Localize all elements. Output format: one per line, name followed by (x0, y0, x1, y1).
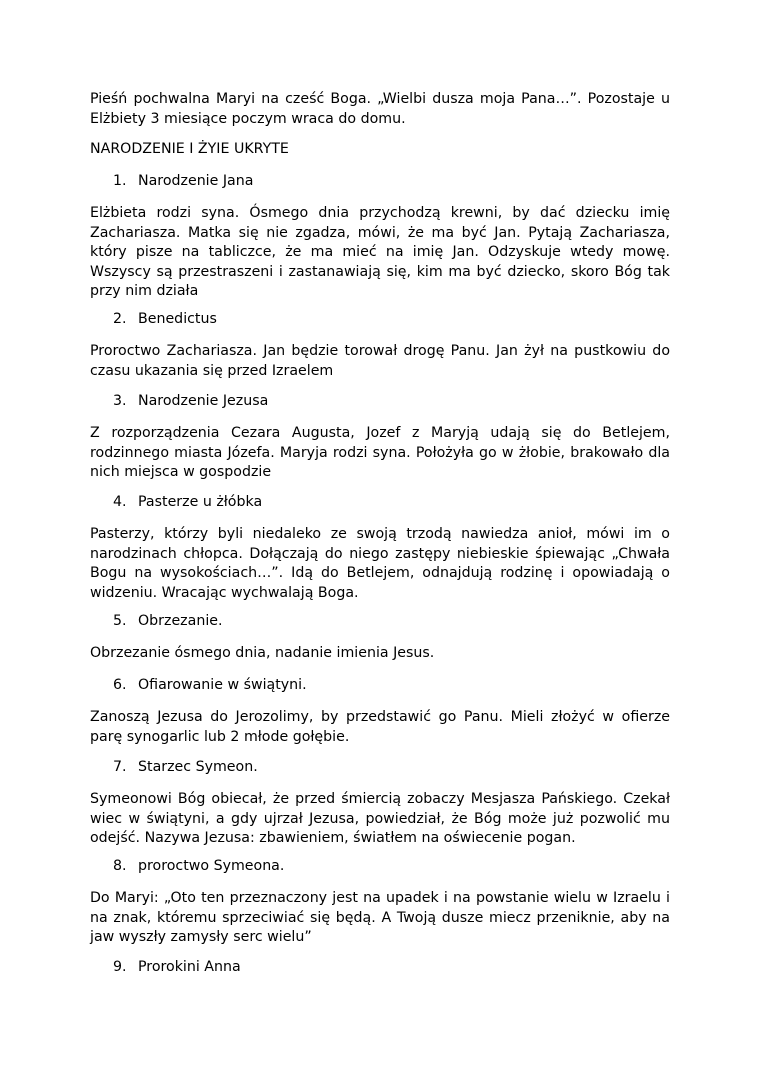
list-title: Ofiarowanie w świątyni. (138, 677, 307, 693)
list-item-heading (113, 958, 241, 978)
list-number: 6. (113, 677, 127, 693)
list-number: 8. (113, 858, 127, 874)
list-number: 5. (113, 613, 127, 629)
list-item-body: Symeonowi Bóg obiecał, że przed śmiercią zobaczy Mesjasza Pańskiego. Czekał wiec w świątyni, a gdy ujrzał Jezusa, powiedział, że Bóg może już pozwolić mu odejść. Nazywa Jezusa: zbawieniem, światłem na oświecenie pogan. (90, 791, 670, 846)
list-item-heading (113, 392, 268, 412)
list-item-body: Proroctwo Zachariasza. Jan będzie torował drogę Panu. Jan żył na pustkowiu do czasu ukazania się przed Izraelem (90, 343, 670, 379)
list-number: 7. (113, 759, 127, 775)
list-number: 9. (113, 959, 127, 975)
list-title: Prorokini Anna (138, 959, 241, 975)
list-item-heading (113, 758, 258, 778)
list-number: 4. (113, 494, 127, 510)
list-item-body: Elżbieta rodzi syna. Ósmego dnia przychodzą krewni, by dać dziecku imię Zachariasza. Matka się nie zgadza, mówi, że ma być Jan. Pytają Zachariasza, który pisze na tabliczce, że ma mieć na imię Jan. Odzyskuje wtedy mowę. Wszyscy są przestraszeni i zastanawiają się, kim ma być dziecko, skoro Bóg tak przy nim działa (90, 205, 670, 299)
list-item-body: Obrzezanie ósmego dnia, nadanie imienia Jesus. (90, 645, 435, 661)
list-title: Benedictus (138, 311, 217, 327)
list-item-body: Do Maryi: „Oto ten przeznaczony jest na upadek i na powstanie wielu w Izraelu i na znak, któremu sprzeciwiać się będą. A Twoją dusze miecz przeniknie, aby na jaw wyszły zamysły serc wielu” (90, 890, 670, 945)
intro-paragraph: Pieśń pochwalna Maryi na cześć Boga. „Wielbi dusza moja Pana…”. Pozostaje u Elżbiety 3 miesiące poczym wraca do domu. (90, 91, 670, 127)
list-number: 3. (113, 393, 127, 409)
list-item-body: Pasterzy, którzy byli niedaleko ze swoją trzodą nawiedza anioł, mówi im o narodzinach chłopca. Dołączają do niego zastępy niebieskie śpiewając „Chwała Bogu na wysokościach…”. Idą do Betlejem, odnajdują rodzinę i opowiadają o widzeniu. Wracając wychwalają Boga. (90, 526, 670, 601)
list-item-heading (113, 172, 253, 192)
list-item-heading (113, 612, 223, 632)
list-title: Narodzenie Jezusa (138, 393, 269, 409)
list-title: Starzec Symeon. (138, 759, 258, 775)
list-item-heading (113, 857, 284, 877)
list-title: proroctwo Symeona. (138, 858, 285, 874)
section-heading: NARODZENIE I ŻYIE UKRYTE (90, 141, 289, 157)
list-title: Narodzenie Jana (138, 173, 254, 189)
list-item-heading (113, 676, 307, 696)
list-item-heading (113, 493, 262, 513)
list-number: 2. (113, 311, 127, 327)
list-title: Obrzezanie. (138, 613, 223, 629)
list-number: 1. (113, 173, 127, 189)
list-title: Pasterze u żłóbka (138, 494, 263, 510)
list-item-body: Z rozporządzenia Cezara Augusta, Jozef z Maryją udają się do Betlejem, rodzinnego miasta Józefa. Maryja rodzi syna. Położyła go w żłobie, brakowało dla nich miejsca w gospodzie (90, 425, 670, 480)
list-item-body: Zanoszą Jezusa do Jerozolimy, by przedstawić go Panu. Mieli złożyć w ofierze parę synogarlic lub 2 młode gołębie. (90, 709, 670, 745)
list-item-heading (113, 310, 217, 330)
